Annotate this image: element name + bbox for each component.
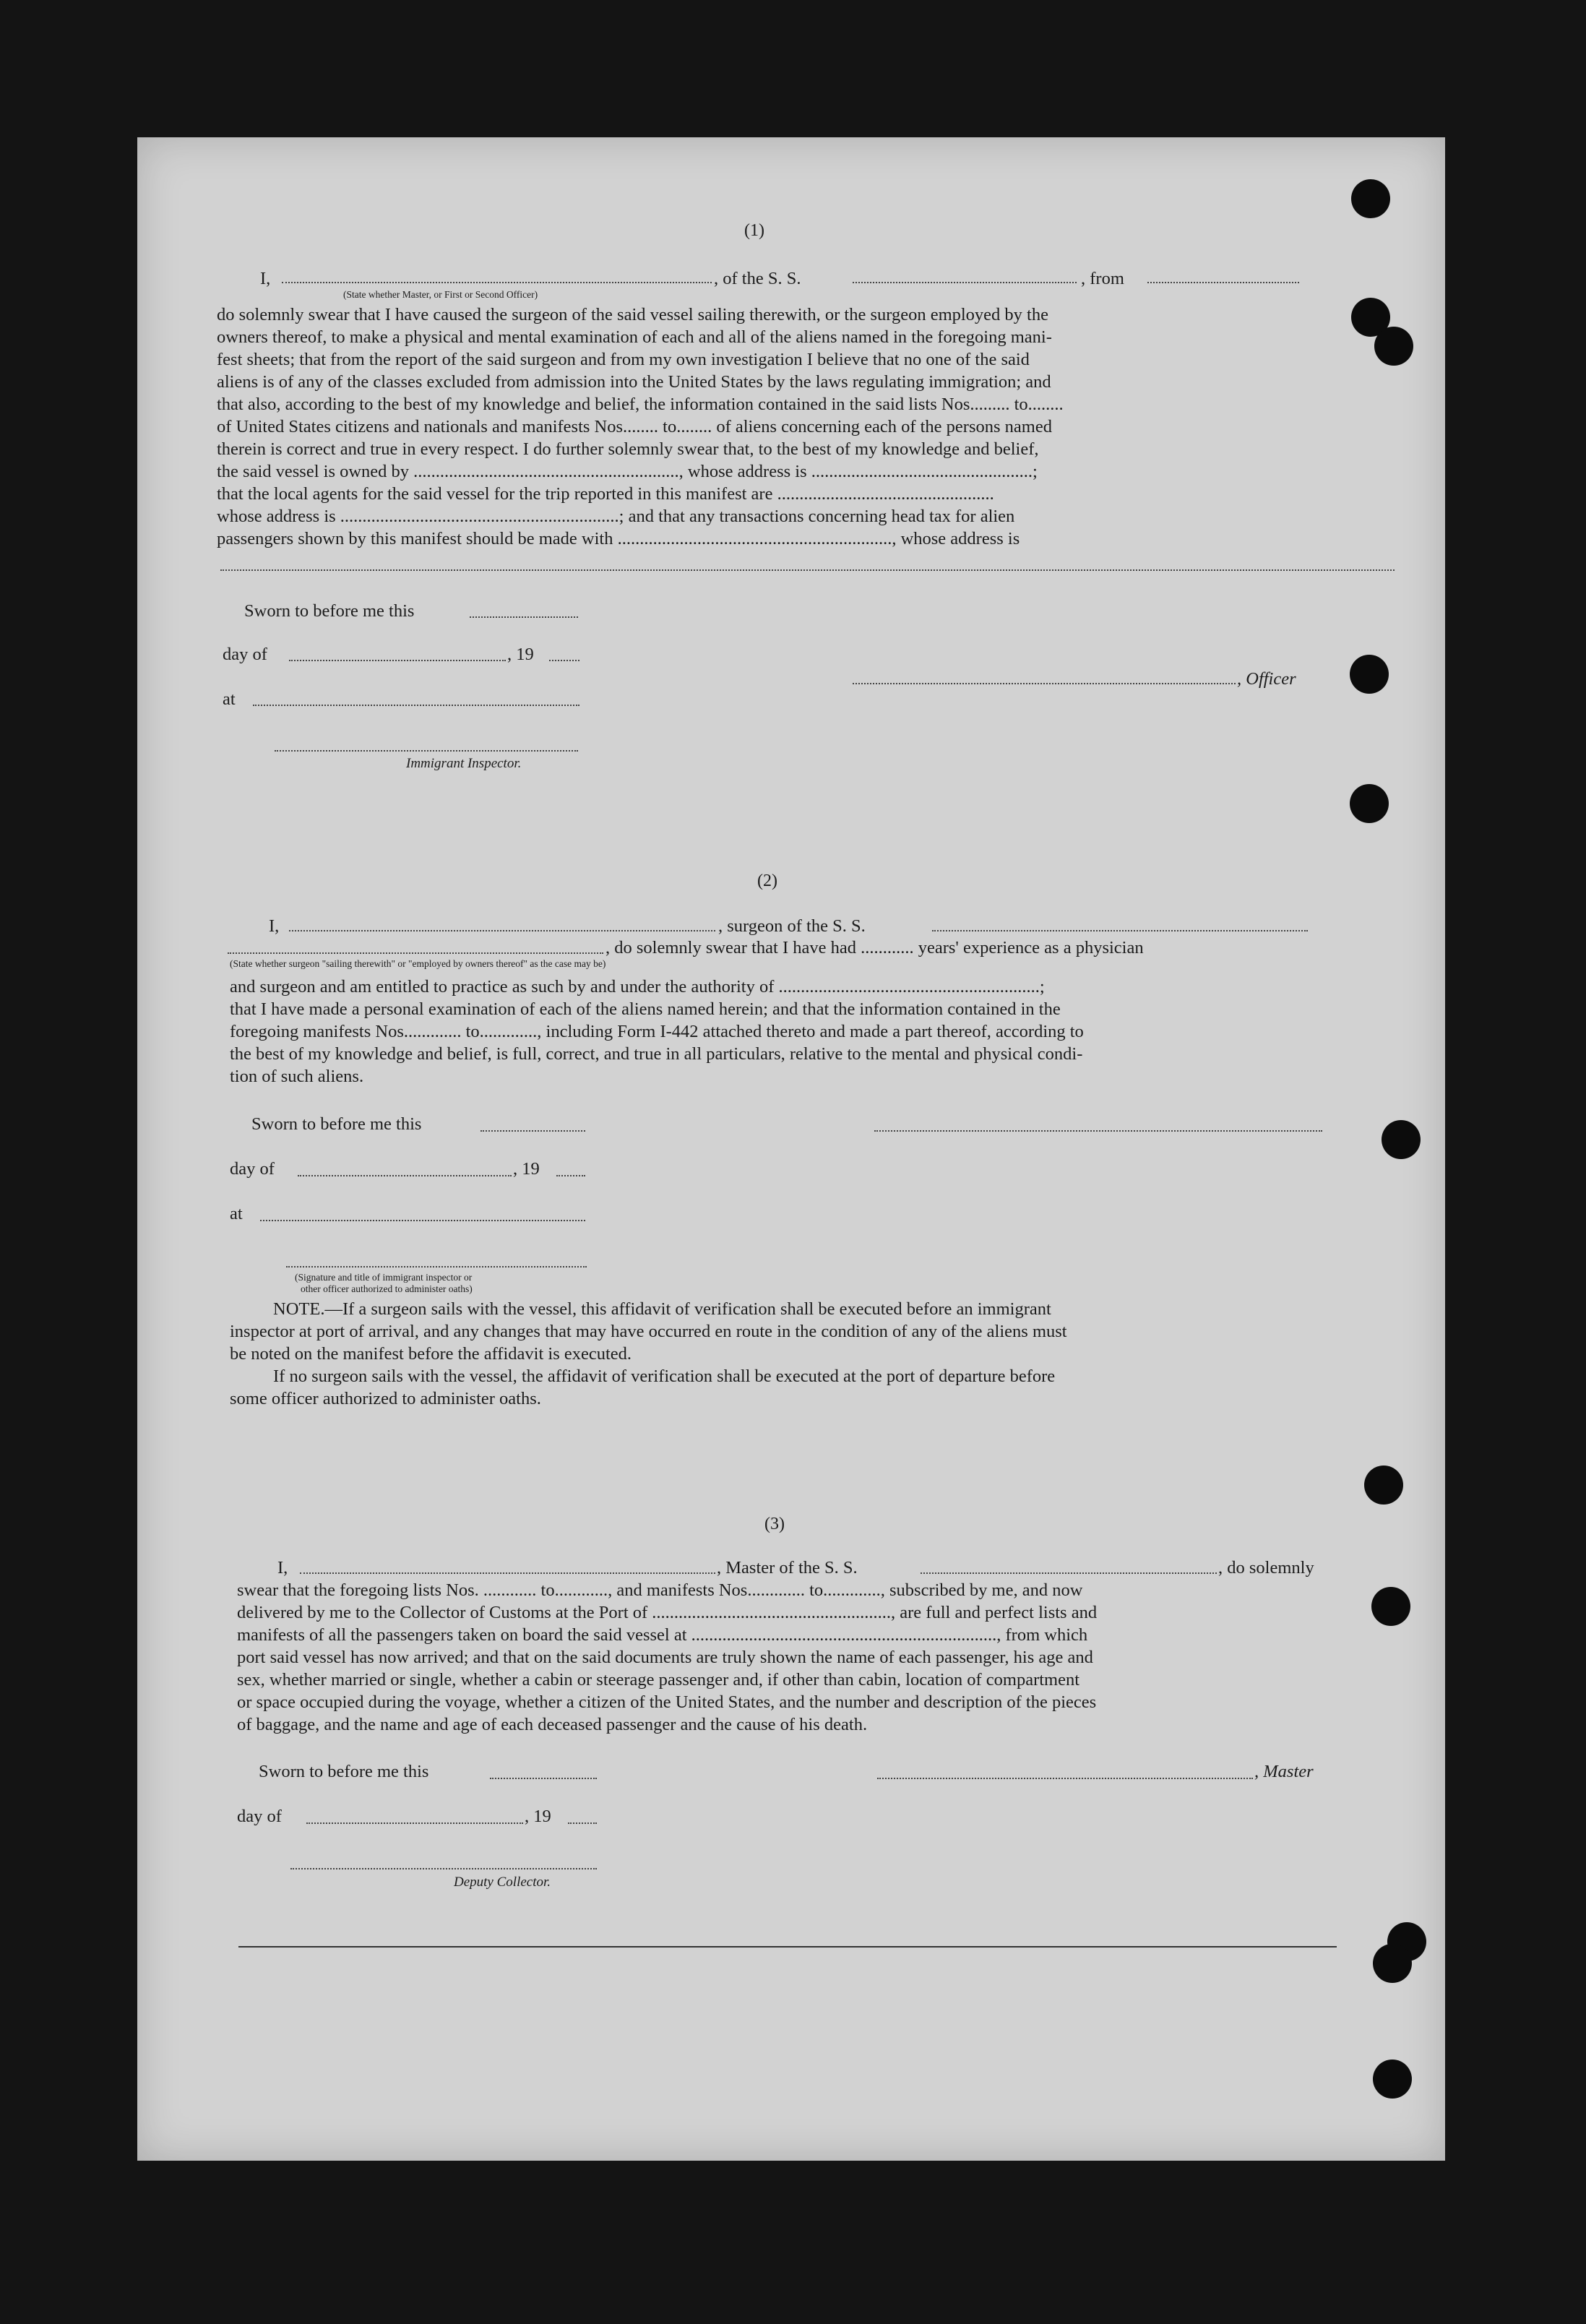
s2-body-line: tion of such aliens.	[230, 1067, 364, 1086]
s3-body-line: of baggage, and the name and age of each deceased passenger and the cause of his death.	[237, 1715, 868, 1734]
s1-body-line: whose address is ...............................................................; and that any transactions concerning head tax for alien	[217, 507, 1015, 526]
s2-note-label-text: NOTE.	[273, 1299, 325, 1319]
s1-at: at	[223, 689, 236, 709]
s1-body-line: that the local agents for the said vessel for the trip reported in this manifest are .................................................	[217, 484, 994, 504]
punch-hole	[1371, 1587, 1410, 1626]
s1-line-ss: , of the S. S.	[714, 269, 801, 288]
s1-year: , 19	[507, 645, 534, 664]
s2-body-line: that I have made a personal examination of each of the aliens named herein; and that the information contained in the	[230, 999, 1061, 1019]
s3-line-master: , Master of the S. S.	[717, 1558, 858, 1578]
s2-body-line: foregoing manifests Nos............. to............., including Form I-442 attached thereto and made a part thereof, according to	[230, 1022, 1084, 1041]
s3-body-line: delivered by me to the Collector of Customs at the Port of ......................................................, are full and perfect lists and	[237, 1603, 1098, 1622]
s1-body-line: fest sheets; that from the report of the said surgeon and from my own investigation I believe that no one of the said	[217, 350, 1030, 369]
s3-body-line: manifests of all the passengers taken on board the said vessel at ....................................................................., from which	[237, 1625, 1088, 1645]
s1-body-line: aliens is of any of the classes excluded from admission into the United States by the laws regulating immigration; and	[217, 372, 1051, 392]
s2-note-line: inspector at port of arrival, and any changes that may have occurred en route in the condition of any of the aliens must	[230, 1322, 1067, 1341]
s3-year: , 19	[525, 1807, 551, 1826]
s2-body-line: and surgeon and am entitled to practice as such by and under the authority of ...........................................................;	[230, 977, 1045, 997]
s2-line-swear: , do solemnly swear that I have had ............ years' experience as a physician	[605, 938, 1144, 957]
s1-inspector: Immigrant Inspector.	[406, 756, 522, 771]
s3-day-of: day of	[237, 1807, 282, 1826]
document-page	[137, 137, 1445, 2161]
s2-line-i: I,	[269, 916, 280, 936]
s2-note-surgeon: (State whether surgeon "sailing therewith" or "employed by owners thereof" as the case may be)	[230, 958, 606, 969]
s1-sworn: Sworn to before me this	[244, 601, 415, 621]
s2-note-label	[273, 1298, 1051, 1320]
s2-at: at	[230, 1204, 243, 1223]
s1-body-line: of United States citizens and nationals and manifests Nos........ to........ of aliens concerning each of the persons named	[217, 417, 1052, 436]
s3-body-line: or space occupied during the voyage, whether a citizen of the United States, and the number and description of the pieces	[237, 1692, 1097, 1712]
s1-body-line: therein is correct and true in every respect. I do further solemnly swear that, to the best of my knowledge and belief,	[217, 439, 1039, 459]
s2-sig-note: (Signature and title of immigrant inspector or	[295, 1272, 473, 1283]
s2-note-line: some officer authorized to administer oaths.	[230, 1389, 541, 1408]
s2-year: , 19	[513, 1159, 540, 1179]
s2-note-line: —If a surgeon sails with the vessel, this affidavit of verification shall be executed before an immigrant	[324, 1299, 1051, 1319]
s1-body-line: owners thereof, to make a physical and mental examination of each and all of the aliens named in the foregoing mani-	[217, 327, 1052, 347]
punch-hole	[1364, 1466, 1403, 1505]
section-2-number: (2)	[757, 872, 777, 890]
punch-hole	[1351, 179, 1390, 218]
punch-hole	[1374, 327, 1413, 366]
s3-line-i: I,	[277, 1558, 288, 1578]
punch-hole	[1373, 2060, 1412, 2099]
s3-deputy: Deputy Collector.	[454, 1875, 551, 1890]
punch-hole	[1382, 1120, 1421, 1159]
section-3-number: (3)	[764, 1515, 785, 1533]
s1-body-line: do solemnly swear that I have caused the surgeon of the said vessel sailing therewith, or the surgeon employed by the	[217, 305, 1048, 324]
s3-body-line: port said vessel has now arrived; and that on the said documents are truly shown the name of each passenger, his age and	[237, 1648, 1093, 1667]
s2-sworn: Sworn to before me this	[251, 1114, 422, 1134]
punch-hole	[1350, 784, 1389, 823]
punch-hole	[1373, 1944, 1412, 1983]
s3-body-line: swear that the foregoing lists Nos. ............ to............, and manifests Nos............. to............., subscribed by me, and now	[237, 1580, 1083, 1600]
s1-line-from: , from	[1081, 269, 1124, 288]
punch-hole	[1350, 655, 1389, 694]
s1-body-line: that also, according to the best of my knowledge and belief, the information contained in the said lists Nos......... to........	[217, 395, 1064, 414]
s3-line-solemnly: , do solemnly	[1218, 1558, 1314, 1578]
s1-note-officer: (State whether Master, or First or Second Officer)	[343, 289, 538, 300]
s1-body-line: passengers shown by this manifest should be made with .............................................................., whose address is	[217, 529, 1020, 548]
s3-sworn: Sworn to before me this	[259, 1762, 429, 1781]
s2-note-line: be noted on the manifest before the affidavit is executed.	[230, 1344, 632, 1364]
s3-body-line: sex, whether married or single, whether a cabin or steerage passenger and, if other than cabin, location of compartment	[237, 1670, 1080, 1690]
s2-sig-note: other officer authorized to administer oaths)	[301, 1283, 473, 1294]
s1-line-i: I,	[260, 269, 271, 288]
s3-master: , Master	[1254, 1762, 1314, 1781]
s2-day-of: day of	[230, 1159, 275, 1179]
s2-line-surgeon: , surgeon of the S. S.	[718, 916, 866, 936]
s1-body-line: the said vessel is owned by ............................................................, whose address is ..................................................;	[217, 462, 1038, 481]
s2-body-line: the best of my knowledge and belief, is full, correct, and true in all particulars, relative to the mental and physical condi-	[230, 1044, 1083, 1064]
s1-day-of: day of	[223, 645, 267, 664]
s1-officer: , Officer	[1237, 669, 1296, 689]
section-1-number: (1)	[744, 221, 764, 240]
s2-note-line: If no surgeon sails with the vessel, the affidavit of verification shall be executed at the port of departure before	[273, 1367, 1056, 1386]
